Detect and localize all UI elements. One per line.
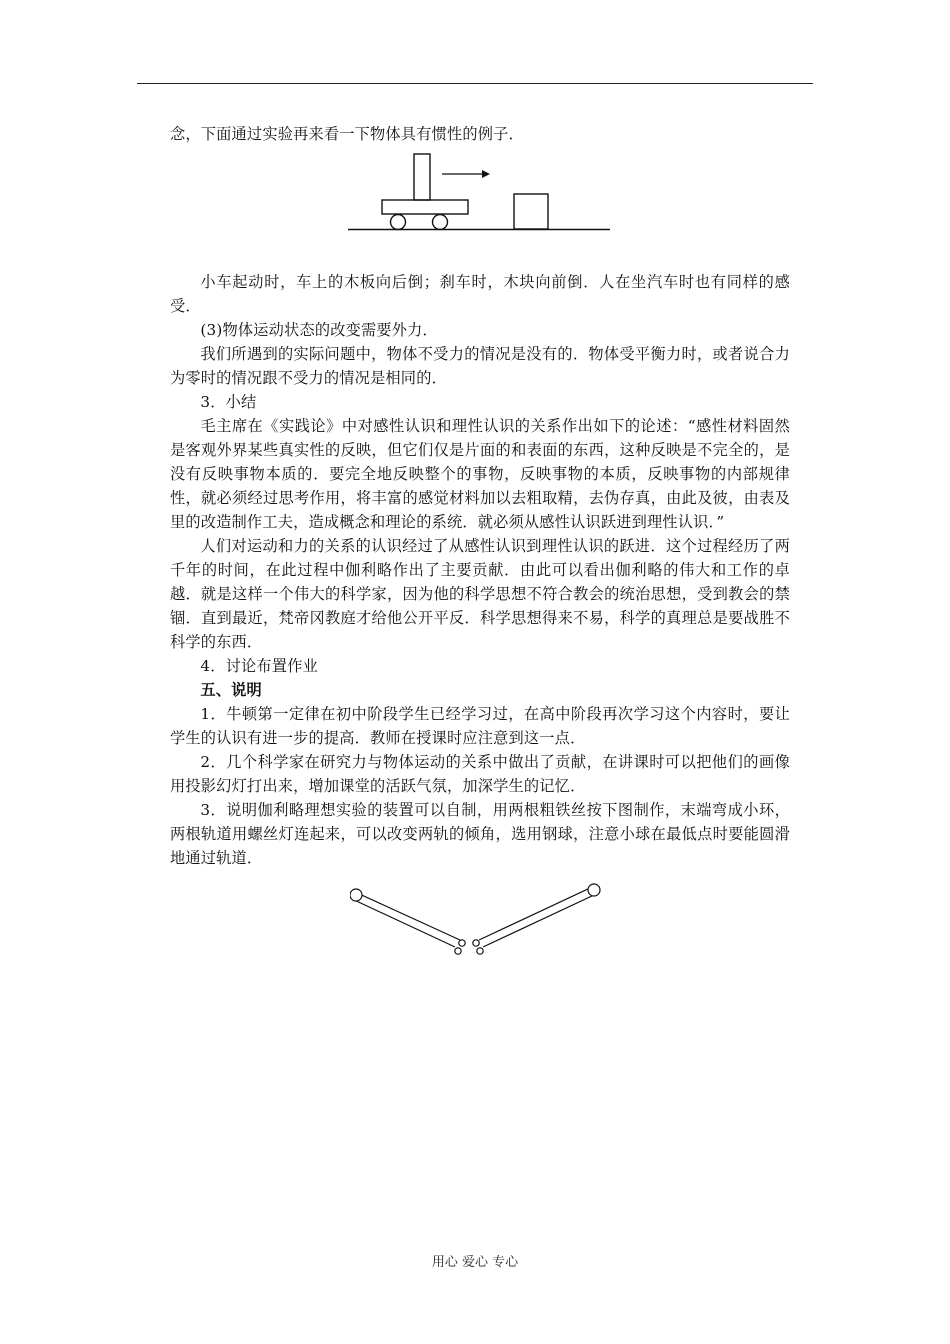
right-rail [473,884,600,954]
section-heading: 五、说明 [200,681,262,699]
paragraph-cart: 小车起动时，车上的木板向后倒；刹车时，木块向前倒．人在坐汽车时也有同样的感受． [170,273,790,315]
paragraph-forces: 我们所遇到的实际问题中，物体不受力的情况是没有的．物体受平衡力时，或者说合力为零时的情况跟不受力的情况是相同的． [170,345,790,387]
cart-body [382,200,468,214]
paragraph-summary-heading: 3．小结 [200,393,257,411]
motion-arrow-head [482,170,490,178]
cart-wheel-right [433,215,448,230]
paragraph-galileo: 人们对运动和力的关系的认识经过了从感性认识到理性认识的跃进．这个过程经历了两千年的时间，在此过程中伽利略作出了主要贡献．由此可以看出伽利略的伟大和工作的卓越．就是这样一个伟大的科学家，因为他的科学思想不符合教会的统治思想，受到教会的禁锢．直到最近，梵帝冈教庭才给他公开平反．科学思想得来不易，科学的真理总是要战胜不科学的东西． [170,537,790,651]
note-3: 3．说明伽利略理想实验的装置可以自制，用两根粗铁丝按下图制作，末端弯成小环，两根轨道用螺丝灯连起来，可以改变两轨的倾角，选用钢球，注意小球在最低点时要能圆滑地通过轨道． [170,801,790,867]
galileo-track-figure [350,882,610,962]
note-2: 2．几个科学家在研究力与物体运动的关系中做出了贡献，在讲课时可以把他们的画像用投影幻灯打出来，增加课堂的活跃气氛，加深学生的记忆． [170,753,790,795]
paragraph-point-3: (3)物体运动状态的改变需要外力． [200,321,438,339]
paragraph-intro: 念，下面通过实验再来看一下物体具有惯性的例子． [170,125,524,143]
wooden-block [514,194,548,229]
page-body [170,122,790,962]
note-1: 1．牛顿第一定律在初中阶段学生已经学习过，在高中阶段再次学习这个内容时，要让学生的认识有进一步的提高．教师在授课时应注意到这一点． [170,705,790,747]
paragraph-homework: 4．讨论布置作业 [200,657,318,675]
paragraph-quote: 毛主席在《实践论》中对感性认识和理性认识的关系作出如下的论述：“感性材料固然是客观外界某些真实性的反映，但它们仅是片面的和表面的东西，这种反映是不完全的，是没有反映事物本质的．要完全地反映整个的事物，反映事物的本质，反映事物的内部规律性，就必须经过思考作用，将丰富的感觉材料加以去粗取精，去伪存真，由此及彼，由表及里的改造制作工夫，造成概念和理论的系统．就必须从感性认识跃进到理性认识．” [170,417,790,531]
cart-wheel-left [391,215,406,230]
cart-inertia-figure [346,150,616,260]
page-footer: 用心 爱心 专心 [431,1255,519,1270]
header-rule [137,83,813,84]
left-rail [350,889,465,954]
upright-board [414,154,430,200]
